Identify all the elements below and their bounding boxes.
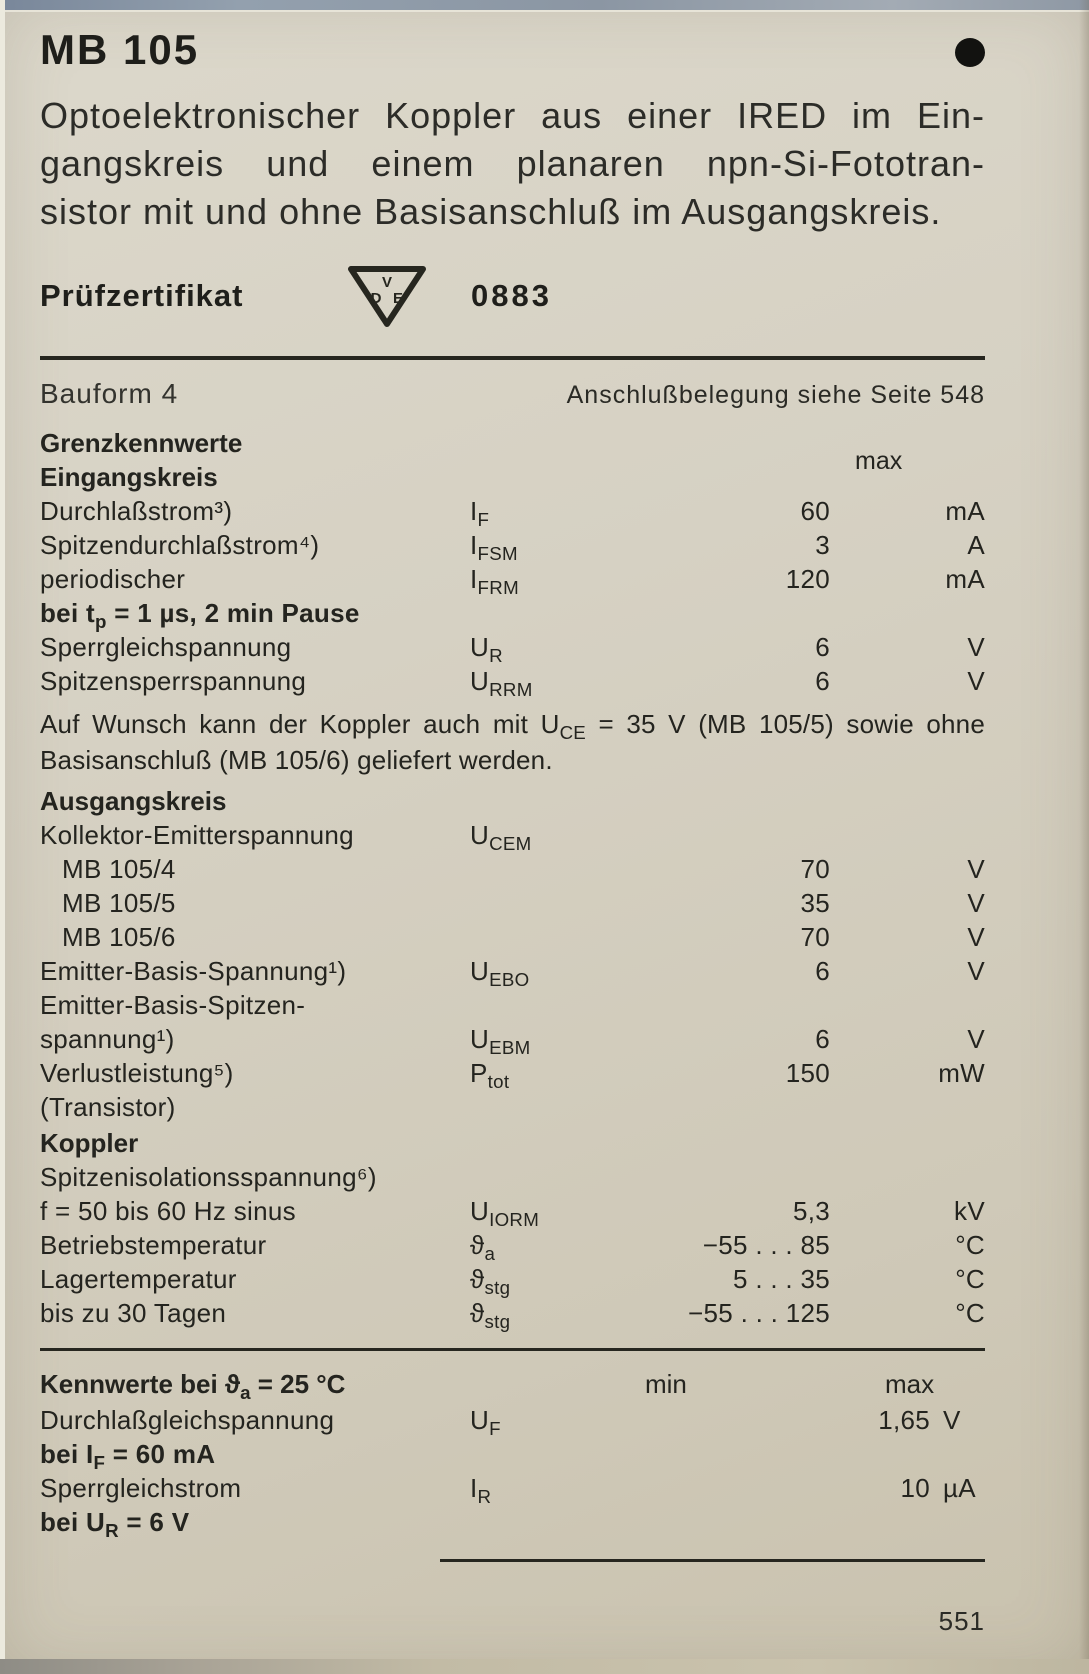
label-sub: R xyxy=(105,1520,119,1542)
symbol-main: ϑ xyxy=(470,1230,485,1260)
spec-value: 120 xyxy=(785,564,830,594)
symbol-sub: F xyxy=(477,509,490,531)
spec-unit: kV xyxy=(954,1196,985,1226)
vde-letter-d: D xyxy=(370,290,382,307)
part-number: MB 105 xyxy=(40,26,200,73)
certificate-row xyxy=(40,260,985,332)
symbol-main: U xyxy=(470,666,490,696)
label-pre: bei I xyxy=(40,1439,94,1469)
spec-label: MB 105/4 xyxy=(62,854,176,884)
header xyxy=(40,26,985,74)
symbol-main: ϑ xyxy=(470,1298,485,1328)
vde-letter-e: E xyxy=(392,290,404,307)
label-post: = 1 µs, 2 min Pause xyxy=(106,598,360,628)
symbol-sub: RRM xyxy=(489,679,533,701)
symbol-main: U xyxy=(470,1405,490,1435)
spec-row xyxy=(40,1296,985,1333)
symbol-sub: a xyxy=(484,1243,496,1265)
spec-row xyxy=(40,920,985,954)
spec-symbol xyxy=(470,954,650,991)
pinout-note: Anschlußbelegung siehe Seite 548 xyxy=(566,381,985,409)
scan-edge-right xyxy=(1079,0,1089,1674)
symbol-main: U xyxy=(470,632,490,662)
spec-unit: V xyxy=(967,632,985,662)
spec-symbol xyxy=(470,1228,650,1265)
spec-label: Kollektor-Emitterspannung xyxy=(40,820,354,850)
spec-row xyxy=(40,1403,985,1440)
certificate-number: 0883 xyxy=(471,278,552,313)
spec-row xyxy=(40,562,985,599)
section-heading-koppler: Koppler xyxy=(40,1128,139,1158)
label-sub: p xyxy=(94,611,107,633)
page-content xyxy=(40,26,985,1637)
label-post: = 6 V xyxy=(118,1507,190,1537)
spec-row xyxy=(40,954,985,991)
spec-row xyxy=(40,664,985,701)
spec-symbol xyxy=(470,1296,650,1333)
divider xyxy=(40,1348,985,1351)
scan-edge-top xyxy=(0,0,1089,12)
spec-unit: mA xyxy=(945,564,985,594)
spec-value: 150 xyxy=(785,1058,830,1088)
spec-value: 6 xyxy=(815,666,830,696)
limits-header xyxy=(40,428,985,475)
spec-row xyxy=(40,886,985,920)
column-header-max: max xyxy=(885,1369,935,1399)
spec-label: MB 105/6 xyxy=(62,922,176,952)
spec-symbol xyxy=(470,1262,650,1299)
symbol-main: I xyxy=(470,564,478,594)
symbol-sub: FSM xyxy=(477,543,518,565)
symbol-sub: IORM xyxy=(489,1209,540,1231)
spec-unit: V xyxy=(967,666,985,696)
spec-symbol xyxy=(470,494,650,531)
spec-label: Lagertemperatur xyxy=(40,1264,237,1294)
section-heading-input: Eingangskreis xyxy=(40,462,218,492)
kennwerte-heading-pre: bei ϑ xyxy=(172,1369,241,1399)
spec-symbol xyxy=(470,1022,650,1059)
spec-unit: V xyxy=(943,1405,961,1435)
spec-symbol xyxy=(470,630,650,667)
spec-label: Emitter-Basis-Spannung¹) xyxy=(40,956,347,986)
divider xyxy=(40,356,985,360)
spec-value: 5,3 xyxy=(792,1196,830,1226)
description-line: Optoelektronischer Koppler aus einer IRED im Ein- xyxy=(40,95,985,136)
spec-label: Betriebstemperatur xyxy=(40,1230,267,1260)
spec-unit: mW xyxy=(938,1058,985,1088)
spec-unit: °C xyxy=(955,1230,985,1260)
spec-row xyxy=(40,1471,985,1508)
spec-row xyxy=(40,494,985,531)
spec-symbol xyxy=(470,664,650,701)
limits-heading: Grenzkennwerte xyxy=(40,428,243,458)
bauform-label: Bauform 4 xyxy=(40,378,179,409)
bauform-row xyxy=(40,378,985,410)
kennwerte-header xyxy=(40,1365,985,1403)
spec-label xyxy=(40,1437,985,1474)
spec-symbol xyxy=(470,562,650,599)
spec-row xyxy=(40,596,985,633)
spec-symbol xyxy=(470,528,650,565)
spec-symbol xyxy=(470,1471,640,1508)
kennwerte-heading: Kennwerte xyxy=(40,1369,173,1399)
spec-label: periodischer xyxy=(40,564,186,594)
label-pre: bei t xyxy=(40,598,95,628)
spec-row xyxy=(40,1056,985,1093)
spec-row xyxy=(40,818,985,855)
spec-unit: V xyxy=(967,1024,985,1054)
symbol-sub: stg xyxy=(484,1277,511,1299)
symbol-main: U xyxy=(470,956,490,986)
vde-logo-icon xyxy=(345,260,429,332)
note-pre: Auf Wunsch kann der Koppler auch mit U xyxy=(40,709,560,739)
symbol-sub: FRM xyxy=(477,577,519,599)
symbol-sub: CEM xyxy=(489,833,532,855)
spec-unit: °C xyxy=(955,1298,985,1328)
spec-row xyxy=(40,852,985,886)
certificate-label: Prüfzertifikat xyxy=(40,278,244,313)
spec-max-value: 10 xyxy=(900,1473,930,1503)
spec-label: Emitter-Basis-Spitzen- xyxy=(40,990,306,1020)
spec-value: 60 xyxy=(800,496,830,526)
spec-label: MB 105/5 xyxy=(62,888,176,918)
spec-label: Spitzendurchlaßstrom⁴) xyxy=(40,530,320,560)
symbol-main: ϑ xyxy=(470,1264,485,1294)
spec-label xyxy=(40,596,985,633)
page-number: 551 xyxy=(938,1606,985,1636)
symbol-main: U xyxy=(470,1196,490,1226)
spec-label: bis zu 30 Tagen xyxy=(40,1298,227,1328)
spec-value: 6 xyxy=(815,956,830,986)
symbol-sub: F xyxy=(489,1418,501,1440)
spec-value: 6 xyxy=(815,632,830,662)
spec-row xyxy=(40,1090,985,1124)
spec-row xyxy=(40,630,985,667)
spec-row xyxy=(40,1505,985,1542)
spec-row xyxy=(40,1160,985,1194)
spec-value: 70 xyxy=(800,922,830,952)
spec-label: Spitzenisolationsspannung⁶) xyxy=(40,1162,377,1192)
spec-value: −55 . . . 125 xyxy=(688,1298,830,1328)
symbol-sub: R xyxy=(477,1486,492,1508)
spec-label: Spitzensperrspannung xyxy=(40,666,307,696)
symbol-main: U xyxy=(470,820,490,850)
kennwerte-heading-post: = 25 °C xyxy=(250,1369,346,1399)
spec-value: −55 . . . 85 xyxy=(702,1230,830,1260)
description-line: gangskreis und einem planaren npn-Si-Fototran- xyxy=(40,143,985,184)
spec-symbol xyxy=(470,1194,650,1231)
spec-value: 70 xyxy=(800,854,830,884)
spec-label xyxy=(40,1505,985,1542)
spec-row xyxy=(40,1022,985,1059)
spec-unit: °C xyxy=(955,1264,985,1294)
column-header-min: min xyxy=(645,1369,687,1399)
description-line: sistor mit und ohne Basisanschluß im Ausgangskreis. xyxy=(40,191,942,232)
spec-label: Durchlaßstrom³) xyxy=(40,496,233,526)
symbol-main: I xyxy=(470,496,478,526)
symbol-main: P xyxy=(470,1058,488,1088)
spec-row xyxy=(40,1228,985,1265)
spec-value: 6 xyxy=(815,1024,830,1054)
column-header-max: max xyxy=(855,447,903,475)
spec-row xyxy=(40,528,985,565)
scan-edge-left xyxy=(0,0,5,1674)
spec-unit: V xyxy=(967,922,985,952)
kennwerte-heading-sub: a xyxy=(240,1382,251,1404)
note-sub: CE xyxy=(559,722,586,744)
spec-value: 3 xyxy=(815,530,830,560)
spec-value: 5 . . . 35 xyxy=(733,1264,830,1294)
scan-edge-bottom xyxy=(0,1659,1089,1674)
spec-symbol xyxy=(470,1056,650,1093)
symbol-main: U xyxy=(470,1024,490,1054)
spec-unit: V xyxy=(967,854,985,884)
spec-row xyxy=(40,1437,985,1474)
note-post: = 35 V (MB 105/5) sowie ohne Basisanschluß (MB 105/6) geliefert werden. xyxy=(40,709,985,775)
description xyxy=(40,92,985,236)
symbol-sub: R xyxy=(489,645,503,667)
label-post: = 60 mA xyxy=(105,1439,216,1469)
label-pre: bei U xyxy=(40,1507,106,1537)
spec-unit: V xyxy=(967,888,985,918)
spec-label: (Transistor) xyxy=(40,1092,176,1122)
symbol-sub: EBO xyxy=(489,969,530,991)
spec-label: f = 50 bis 60 Hz sinus xyxy=(40,1196,296,1226)
symbol-main: I xyxy=(470,1473,478,1503)
vde-letter-v: V xyxy=(381,274,393,291)
spec-unit: A xyxy=(967,530,985,560)
spec-label: Sperrgleichspannung xyxy=(40,632,292,662)
spec-unit: µA xyxy=(943,1473,976,1503)
divider xyxy=(440,1559,985,1562)
spec-label: Verlustleistung⁵) xyxy=(40,1058,234,1088)
spec-row xyxy=(40,988,985,1022)
spec-symbol xyxy=(470,1403,640,1440)
spec-label: Sperrgleichstrom xyxy=(40,1473,242,1503)
print-mark-dot-icon xyxy=(955,38,985,67)
spec-unit: mA xyxy=(945,496,985,526)
symbol-main: I xyxy=(470,530,478,560)
spec-row xyxy=(40,1194,985,1231)
option-note xyxy=(40,706,985,778)
symbol-sub: tot xyxy=(487,1071,510,1093)
symbol-sub: EBM xyxy=(489,1037,531,1059)
spec-label: spannung¹) xyxy=(40,1024,175,1054)
spec-unit: V xyxy=(967,956,985,986)
spec-max-value: 1,65 xyxy=(878,1405,930,1435)
label-sub: F xyxy=(93,1452,106,1474)
spec-label: Durchlaßgleichspannung xyxy=(40,1405,335,1435)
spec-symbol xyxy=(470,818,650,855)
spec-value: 35 xyxy=(800,888,830,918)
spec-row xyxy=(40,1262,985,1299)
section-heading-output: Ausgangskreis xyxy=(40,786,227,816)
symbol-sub: stg xyxy=(484,1311,511,1333)
